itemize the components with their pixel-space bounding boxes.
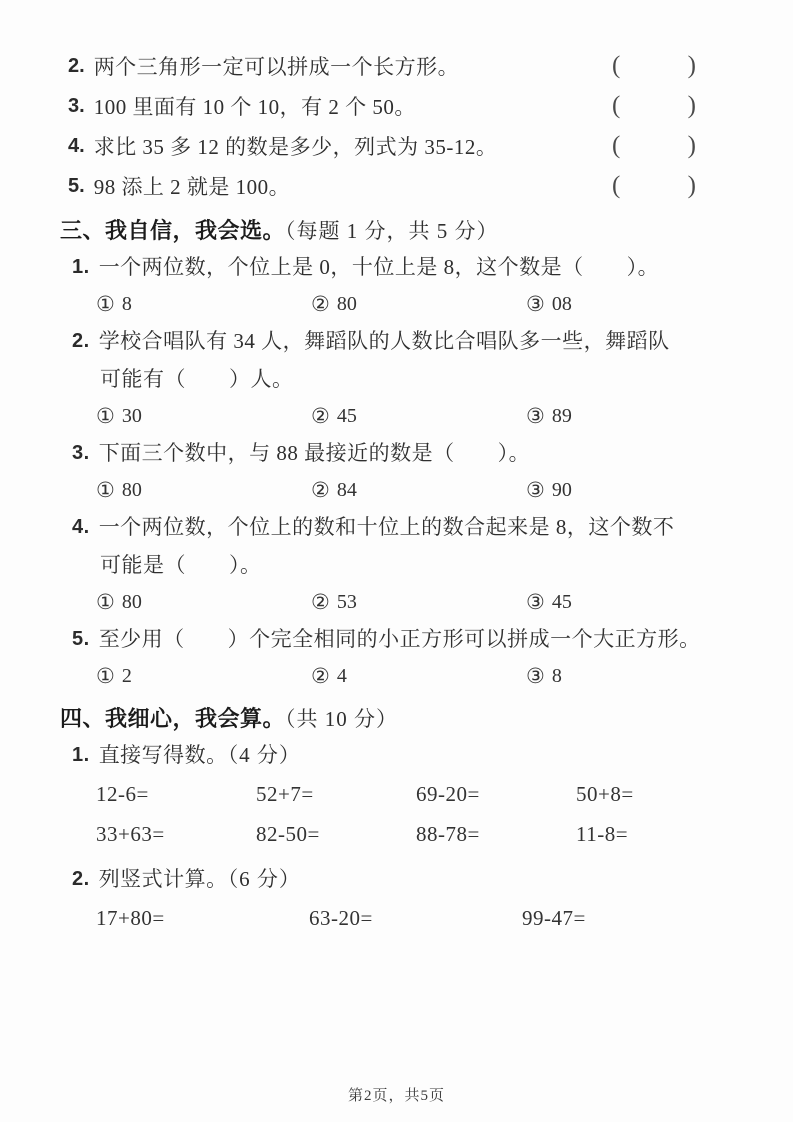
- question-number: 2.: [72, 330, 90, 352]
- options-row: [72, 286, 753, 322]
- option-3: [526, 590, 741, 615]
- score-note: （每题 1 分，共 5 分）: [285, 219, 499, 243]
- choice-question-1: [60, 248, 753, 322]
- calc-section-header: [60, 702, 753, 736]
- question-text-continued: 可能有（ ）人。: [100, 367, 294, 391]
- section-title: 三、我自信，我会选。: [60, 218, 286, 243]
- answer-parens: [612, 166, 696, 206]
- paren-open: (: [612, 92, 621, 119]
- choice-section: [60, 214, 753, 694]
- circled-1-mark: ①: [96, 663, 115, 688]
- options-row: [72, 658, 753, 694]
- circled-1-mark: ①: [96, 477, 115, 502]
- option-2: [311, 478, 526, 503]
- question-text: 100 里面有 10 个 10，有 2 个 50。: [93, 95, 416, 119]
- tf-question-5: [68, 166, 753, 206]
- option-text: 90: [551, 478, 572, 501]
- question-text: 98 添上 2 就是 100。: [93, 175, 291, 199]
- true-false-section: [60, 46, 753, 206]
- question-text-continued: 可能是（ ）。: [100, 553, 262, 577]
- tf-question-2: [68, 46, 753, 86]
- expression: 17+80=: [96, 905, 165, 930]
- option-2: [311, 590, 526, 615]
- option-2: [311, 404, 526, 429]
- option-text: 89: [551, 404, 572, 427]
- subsection-score: （6 分）: [227, 867, 301, 891]
- circled-2-mark: ②: [311, 589, 330, 614]
- option-3: [526, 478, 741, 503]
- option-1: [96, 478, 311, 503]
- option-text: 8: [551, 664, 562, 687]
- subsection-label-text: 直接写得数。: [98, 743, 228, 767]
- options-row: [72, 472, 753, 508]
- choice-question-4: [60, 508, 753, 620]
- option-text: 8: [121, 292, 132, 315]
- question-text: 求比 35 多 12 的数是多少，列式为 35-12。: [93, 135, 498, 159]
- option-text: 80: [121, 590, 142, 613]
- subsection-number: 2.: [72, 868, 90, 890]
- question-text: 学校合唱队有 34 人，舞蹈队的人数比合唱队多一些，舞蹈队: [98, 329, 670, 353]
- circled-1-mark: ①: [96, 291, 115, 316]
- circled-3-mark: ③: [526, 589, 545, 614]
- question-number: 2.: [68, 54, 85, 77]
- options-row: [72, 584, 753, 620]
- paren-close: ): [687, 92, 696, 119]
- question-text: 至少用（ ）个完全相同的小正方形可以拼成一个大正方形。: [98, 627, 701, 651]
- expression: 88-78=: [416, 821, 480, 846]
- question-line: [72, 322, 753, 360]
- paren-open: (: [612, 172, 621, 199]
- expression: 33+63=: [96, 821, 165, 846]
- expression: 52+7=: [256, 781, 314, 806]
- paren-open: (: [612, 132, 621, 159]
- question-number: 4.: [68, 134, 85, 157]
- circled-3-mark: ③: [526, 291, 545, 316]
- question-line: [72, 620, 753, 658]
- score-note: （共 10 分）: [285, 707, 399, 731]
- option-text: 4: [336, 664, 347, 687]
- answer-parens: [612, 46, 696, 86]
- question-line: [72, 434, 753, 472]
- option-text: 2: [121, 664, 132, 687]
- calc-row-3: [72, 898, 753, 938]
- circled-1-mark: ①: [96, 589, 115, 614]
- calc-row-2: [72, 814, 753, 854]
- option-text: 30: [121, 404, 142, 427]
- section-title: 四、我细心，我会算。: [60, 706, 286, 731]
- circled-3-mark: ③: [526, 477, 545, 502]
- answer-parens: [612, 126, 696, 166]
- calc-row-1: [72, 774, 753, 814]
- option-text: 84: [336, 478, 357, 501]
- circled-2-mark: ②: [311, 477, 330, 502]
- option-1: [96, 404, 311, 429]
- option-3: [526, 292, 741, 317]
- expression: 82-50=: [256, 821, 320, 846]
- option-text: 80: [121, 478, 142, 501]
- expression: 50+8=: [576, 781, 634, 806]
- subsection-label-text: 列竖式计算。: [98, 867, 228, 891]
- question-number: 4.: [72, 516, 90, 538]
- question-number: 3.: [68, 94, 85, 117]
- option-text: 80: [336, 292, 357, 315]
- option-text: 45: [551, 590, 572, 613]
- option-text: 53: [336, 590, 357, 613]
- option-text: 45: [336, 404, 357, 427]
- expression: 63-20=: [309, 905, 373, 930]
- circled-2-mark: ②: [311, 403, 330, 428]
- subsection-label: [72, 736, 753, 774]
- tf-question-3: [68, 86, 753, 126]
- option-1: [96, 590, 311, 615]
- option-3: [526, 404, 741, 429]
- subsection-number: 1.: [72, 744, 90, 766]
- option-1: [96, 292, 311, 317]
- option-3: [526, 664, 741, 689]
- option-2: [311, 292, 526, 317]
- circled-3-mark: ③: [526, 403, 545, 428]
- question-text: 一个两位数，个位上的数和十位上的数合起来是 8，这个数不: [98, 515, 675, 539]
- paren-close: ): [687, 172, 696, 199]
- question-line: [72, 248, 753, 286]
- tf-question-4: [68, 126, 753, 166]
- question-number: 5.: [68, 174, 85, 197]
- calc-section: [60, 702, 753, 938]
- choice-question-2: [60, 322, 753, 434]
- page-number-indicator: 第2页，共5页: [347, 1088, 445, 1104]
- question-line: [72, 508, 753, 546]
- paren-close: ): [687, 52, 696, 79]
- expression: 12-6=: [96, 781, 149, 806]
- question-number: 3.: [72, 442, 90, 464]
- subsection-title: [99, 736, 301, 774]
- option-text: 08: [551, 292, 572, 315]
- question-number: 5.: [72, 628, 90, 650]
- choice-section-header: [60, 214, 753, 248]
- question-text: 一个两位数，个位上是 0，十位上是 8，这个数是（ ）。: [98, 255, 660, 279]
- question-number: 1.: [72, 256, 90, 278]
- answer-parens: [612, 86, 696, 126]
- circled-2-mark: ②: [311, 291, 330, 316]
- question-text: 下面三个数中，与 88 最接近的数是（ ）。: [98, 441, 531, 465]
- question-text: 两个三角形一定可以拼成一个长方形。: [93, 55, 460, 79]
- choice-question-5: [60, 620, 753, 694]
- subsection-label: [72, 860, 753, 898]
- option-1: [96, 664, 311, 689]
- expression: 99-47=: [522, 905, 586, 930]
- expression: 11-8=: [576, 821, 629, 846]
- subsection-title: [99, 860, 301, 898]
- circled-2-mark: ②: [311, 663, 330, 688]
- choice-question-3: [60, 434, 753, 508]
- calc-subsection-2: [60, 860, 753, 938]
- calc-subsection-1: [60, 736, 753, 854]
- options-row: [72, 398, 753, 434]
- paren-close: ): [687, 132, 696, 159]
- option-2: [311, 664, 526, 689]
- expression: 69-20=: [416, 781, 480, 806]
- subsection-score: （4 分）: [227, 743, 301, 767]
- paren-open: (: [612, 52, 621, 79]
- circled-1-mark: ①: [96, 403, 115, 428]
- circled-3-mark: ③: [526, 663, 545, 688]
